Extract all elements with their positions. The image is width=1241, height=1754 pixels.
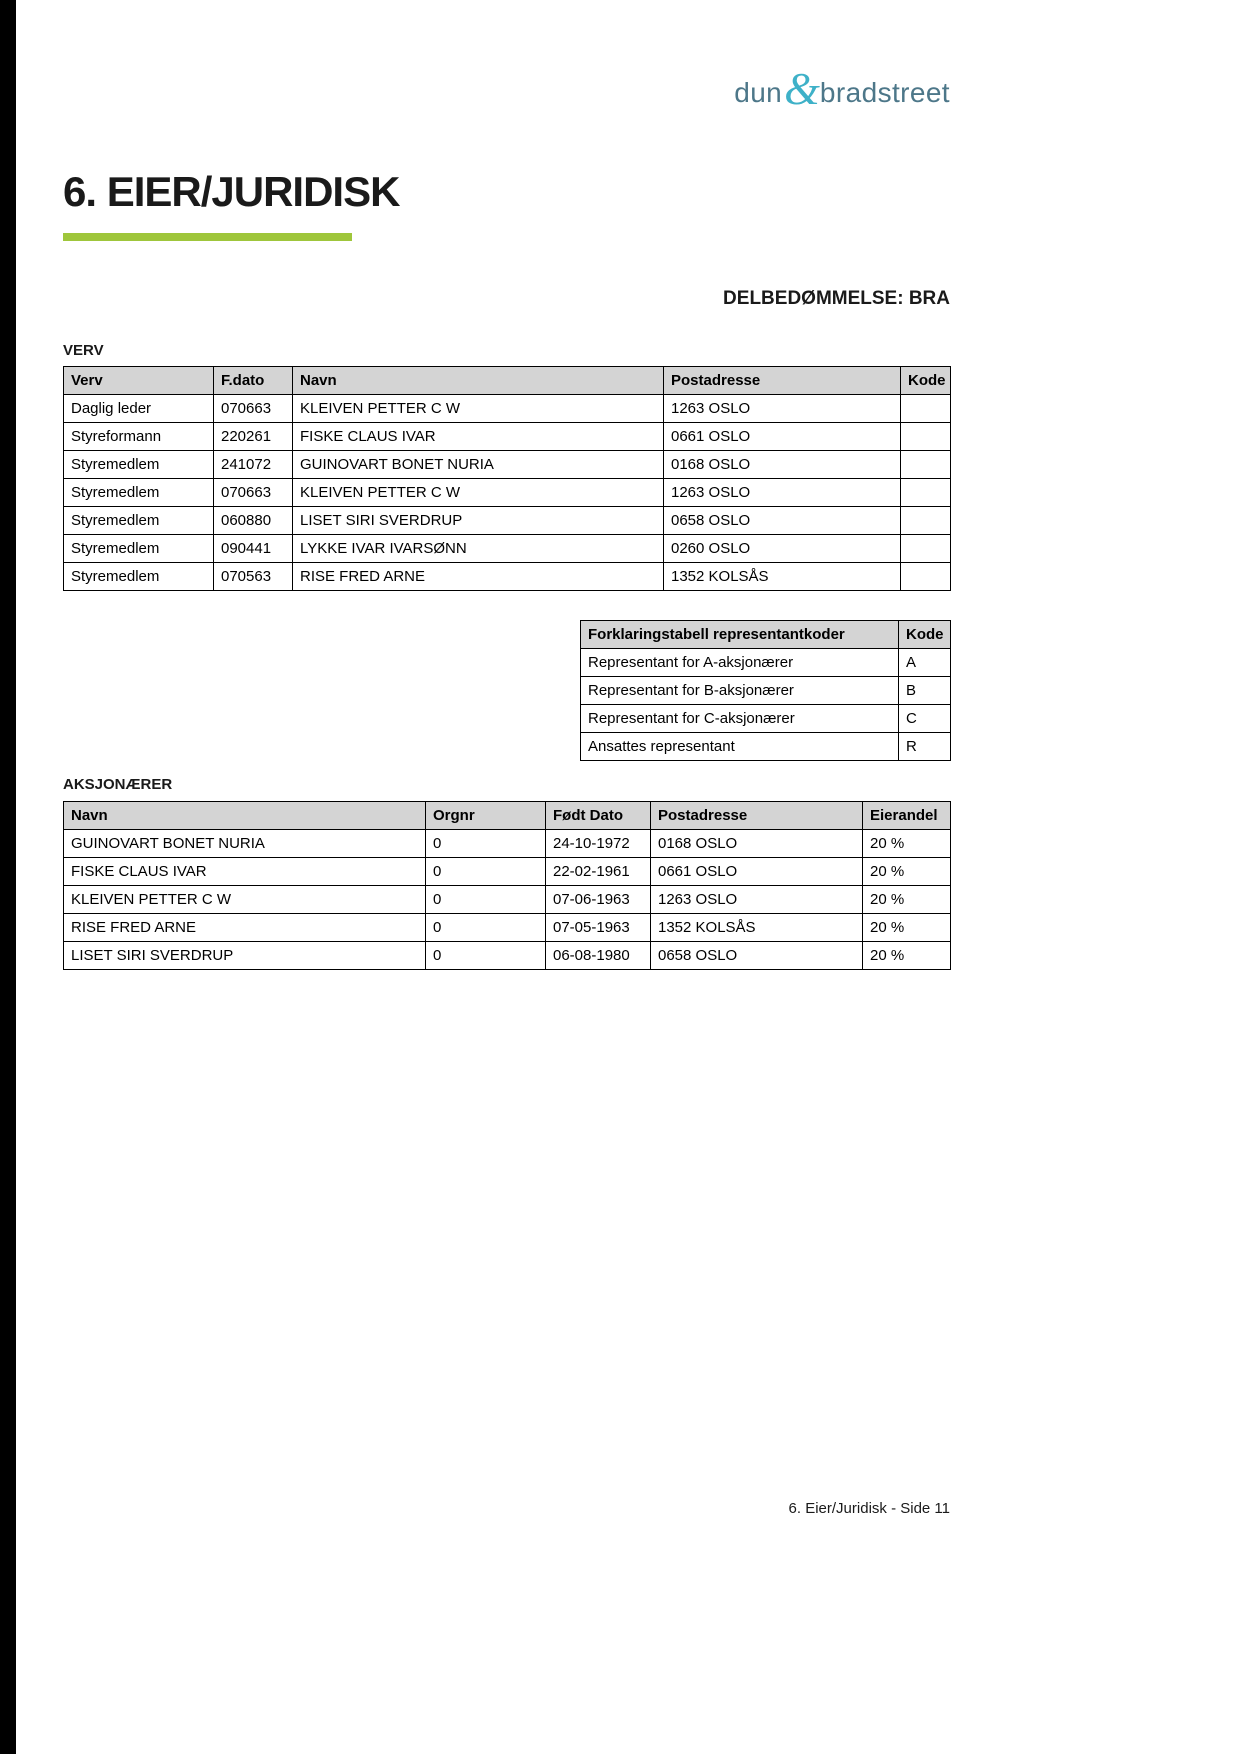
representantkoder-table — [580, 620, 951, 761]
table-cell: B — [899, 677, 951, 705]
table-cell: 0168 OSLO — [664, 451, 901, 479]
table-cell: 060880 — [214, 507, 293, 535]
table-cell: 0658 OSLO — [664, 507, 901, 535]
table-cell: 070663 — [214, 395, 293, 423]
table-cell: 22-02-1961 — [546, 858, 651, 886]
verv-table — [63, 366, 951, 591]
table-cell: 1352 KOLSÅS — [651, 914, 863, 942]
table-row — [64, 886, 951, 914]
left-edge-bar — [0, 0, 16, 1754]
table-row — [581, 649, 951, 677]
table-cell: 24-10-1972 — [546, 830, 651, 858]
column-header: Kode — [899, 621, 951, 649]
table-row — [64, 451, 951, 479]
table-cell: GUINOVART BONET NURIA — [293, 451, 664, 479]
table-row — [64, 830, 951, 858]
column-header: Forklaringstabell representantkoder — [581, 621, 899, 649]
column-header: F.dato — [214, 367, 293, 395]
column-header: Navn — [293, 367, 664, 395]
table-cell: Styreformann — [64, 423, 214, 451]
table-cell: FISKE CLAUS IVAR — [64, 858, 426, 886]
aksjonaerer-table — [63, 801, 951, 970]
table-cell — [901, 507, 951, 535]
table-cell: Styremedlem — [64, 451, 214, 479]
column-header: Eierandel — [863, 802, 951, 830]
table-cell: 20 % — [863, 886, 951, 914]
table-row — [581, 733, 951, 761]
column-header: Kode — [901, 367, 951, 395]
table-row — [64, 535, 951, 563]
column-header: Postadresse — [651, 802, 863, 830]
table-row — [64, 858, 951, 886]
table-cell: 070563 — [214, 563, 293, 591]
column-header: Navn — [64, 802, 426, 830]
table-cell: 0 — [426, 858, 546, 886]
table-cell: 07-05-1963 — [546, 914, 651, 942]
dun-bradstreet-logo — [734, 63, 950, 114]
table-cell: Styremedlem — [64, 563, 214, 591]
table-row — [581, 677, 951, 705]
table-cell: C — [899, 705, 951, 733]
table-cell: 20 % — [863, 858, 951, 886]
table-cell: 20 % — [863, 942, 951, 970]
table-row — [581, 705, 951, 733]
verv-table-header-row — [64, 367, 951, 395]
table-cell: 06-08-1980 — [546, 942, 651, 970]
table-cell: 1263 OSLO — [664, 395, 901, 423]
table-cell — [901, 451, 951, 479]
table-cell — [901, 395, 951, 423]
table-cell: Representant for C-aksjonærer — [581, 705, 899, 733]
column-header: Verv — [64, 367, 214, 395]
table-cell: 0658 OSLO — [651, 942, 863, 970]
table-cell: RISE FRED ARNE — [64, 914, 426, 942]
table-cell: Representant for A-aksjonærer — [581, 649, 899, 677]
table-cell: 0168 OSLO — [651, 830, 863, 858]
table-cell: 0 — [426, 914, 546, 942]
table-cell: 0661 OSLO — [664, 423, 901, 451]
aksjonaerer-section-label: AKSJONÆRER — [63, 776, 173, 793]
column-header: Født Dato — [546, 802, 651, 830]
table-cell: Daglig leder — [64, 395, 214, 423]
logo-word-bradstreet: bradstreet — [819, 77, 950, 108]
table-row — [64, 395, 951, 423]
table-cell: 0661 OSLO — [651, 858, 863, 886]
aksjonaerer-table-header-row — [64, 802, 951, 830]
table-cell — [901, 479, 951, 507]
table-cell: LYKKE IVAR IVARSØNN — [293, 535, 664, 563]
table-cell: RISE FRED ARNE — [293, 563, 664, 591]
table-row — [64, 563, 951, 591]
table-row — [64, 507, 951, 535]
logo-word-dun: dun — [734, 77, 783, 108]
delbedommelse-heading: DELBEDØMMELSE: BRA — [723, 288, 950, 309]
table-cell: 0 — [426, 942, 546, 970]
table-cell: Ansattes representant — [581, 733, 899, 761]
table-cell: LISET SIRI SVERDRUP — [293, 507, 664, 535]
verv-section-label: VERV — [63, 342, 104, 359]
table-row — [64, 942, 951, 970]
table-cell — [901, 423, 951, 451]
table-cell: 1263 OSLO — [664, 479, 901, 507]
table-cell: 070663 — [214, 479, 293, 507]
table-cell — [901, 563, 951, 591]
table-cell: KLEIVEN PETTER C W — [293, 395, 664, 423]
table-cell: 07-06-1963 — [546, 886, 651, 914]
table-cell: 0260 OSLO — [664, 535, 901, 563]
table-cell: Styremedlem — [64, 507, 214, 535]
table-cell: A — [899, 649, 951, 677]
table-cell: Styremedlem — [64, 535, 214, 563]
table-cell: 220261 — [214, 423, 293, 451]
logo-ampersand-icon: & — [784, 63, 820, 114]
table-cell: 1352 KOLSÅS — [664, 563, 901, 591]
table-row — [64, 423, 951, 451]
column-header: Orgnr — [426, 802, 546, 830]
table-cell: 20 % — [863, 830, 951, 858]
table-cell: 0 — [426, 830, 546, 858]
table-cell — [901, 535, 951, 563]
table-cell: FISKE CLAUS IVAR — [293, 423, 664, 451]
table-cell: KLEIVEN PETTER C W — [64, 886, 426, 914]
column-header: Postadresse — [664, 367, 901, 395]
table-cell: Styremedlem — [64, 479, 214, 507]
representantkoder-header-row — [581, 621, 951, 649]
page-title: 6. EIER/JURIDISK — [63, 168, 400, 215]
table-cell: 090441 — [214, 535, 293, 563]
table-cell: 0 — [426, 886, 546, 914]
table-cell: 20 % — [863, 914, 951, 942]
table-row — [64, 914, 951, 942]
table-cell: GUINOVART BONET NURIA — [64, 830, 426, 858]
table-cell: 1263 OSLO — [651, 886, 863, 914]
table-cell: Representant for B-aksjonærer — [581, 677, 899, 705]
table-cell: R — [899, 733, 951, 761]
table-cell: LISET SIRI SVERDRUP — [64, 942, 426, 970]
table-cell: 241072 — [214, 451, 293, 479]
table-cell: KLEIVEN PETTER C W — [293, 479, 664, 507]
title-accent-bar — [63, 233, 352, 241]
page-footer: 6. Eier/Juridisk - Side 11 — [788, 1500, 950, 1517]
table-row — [64, 479, 951, 507]
